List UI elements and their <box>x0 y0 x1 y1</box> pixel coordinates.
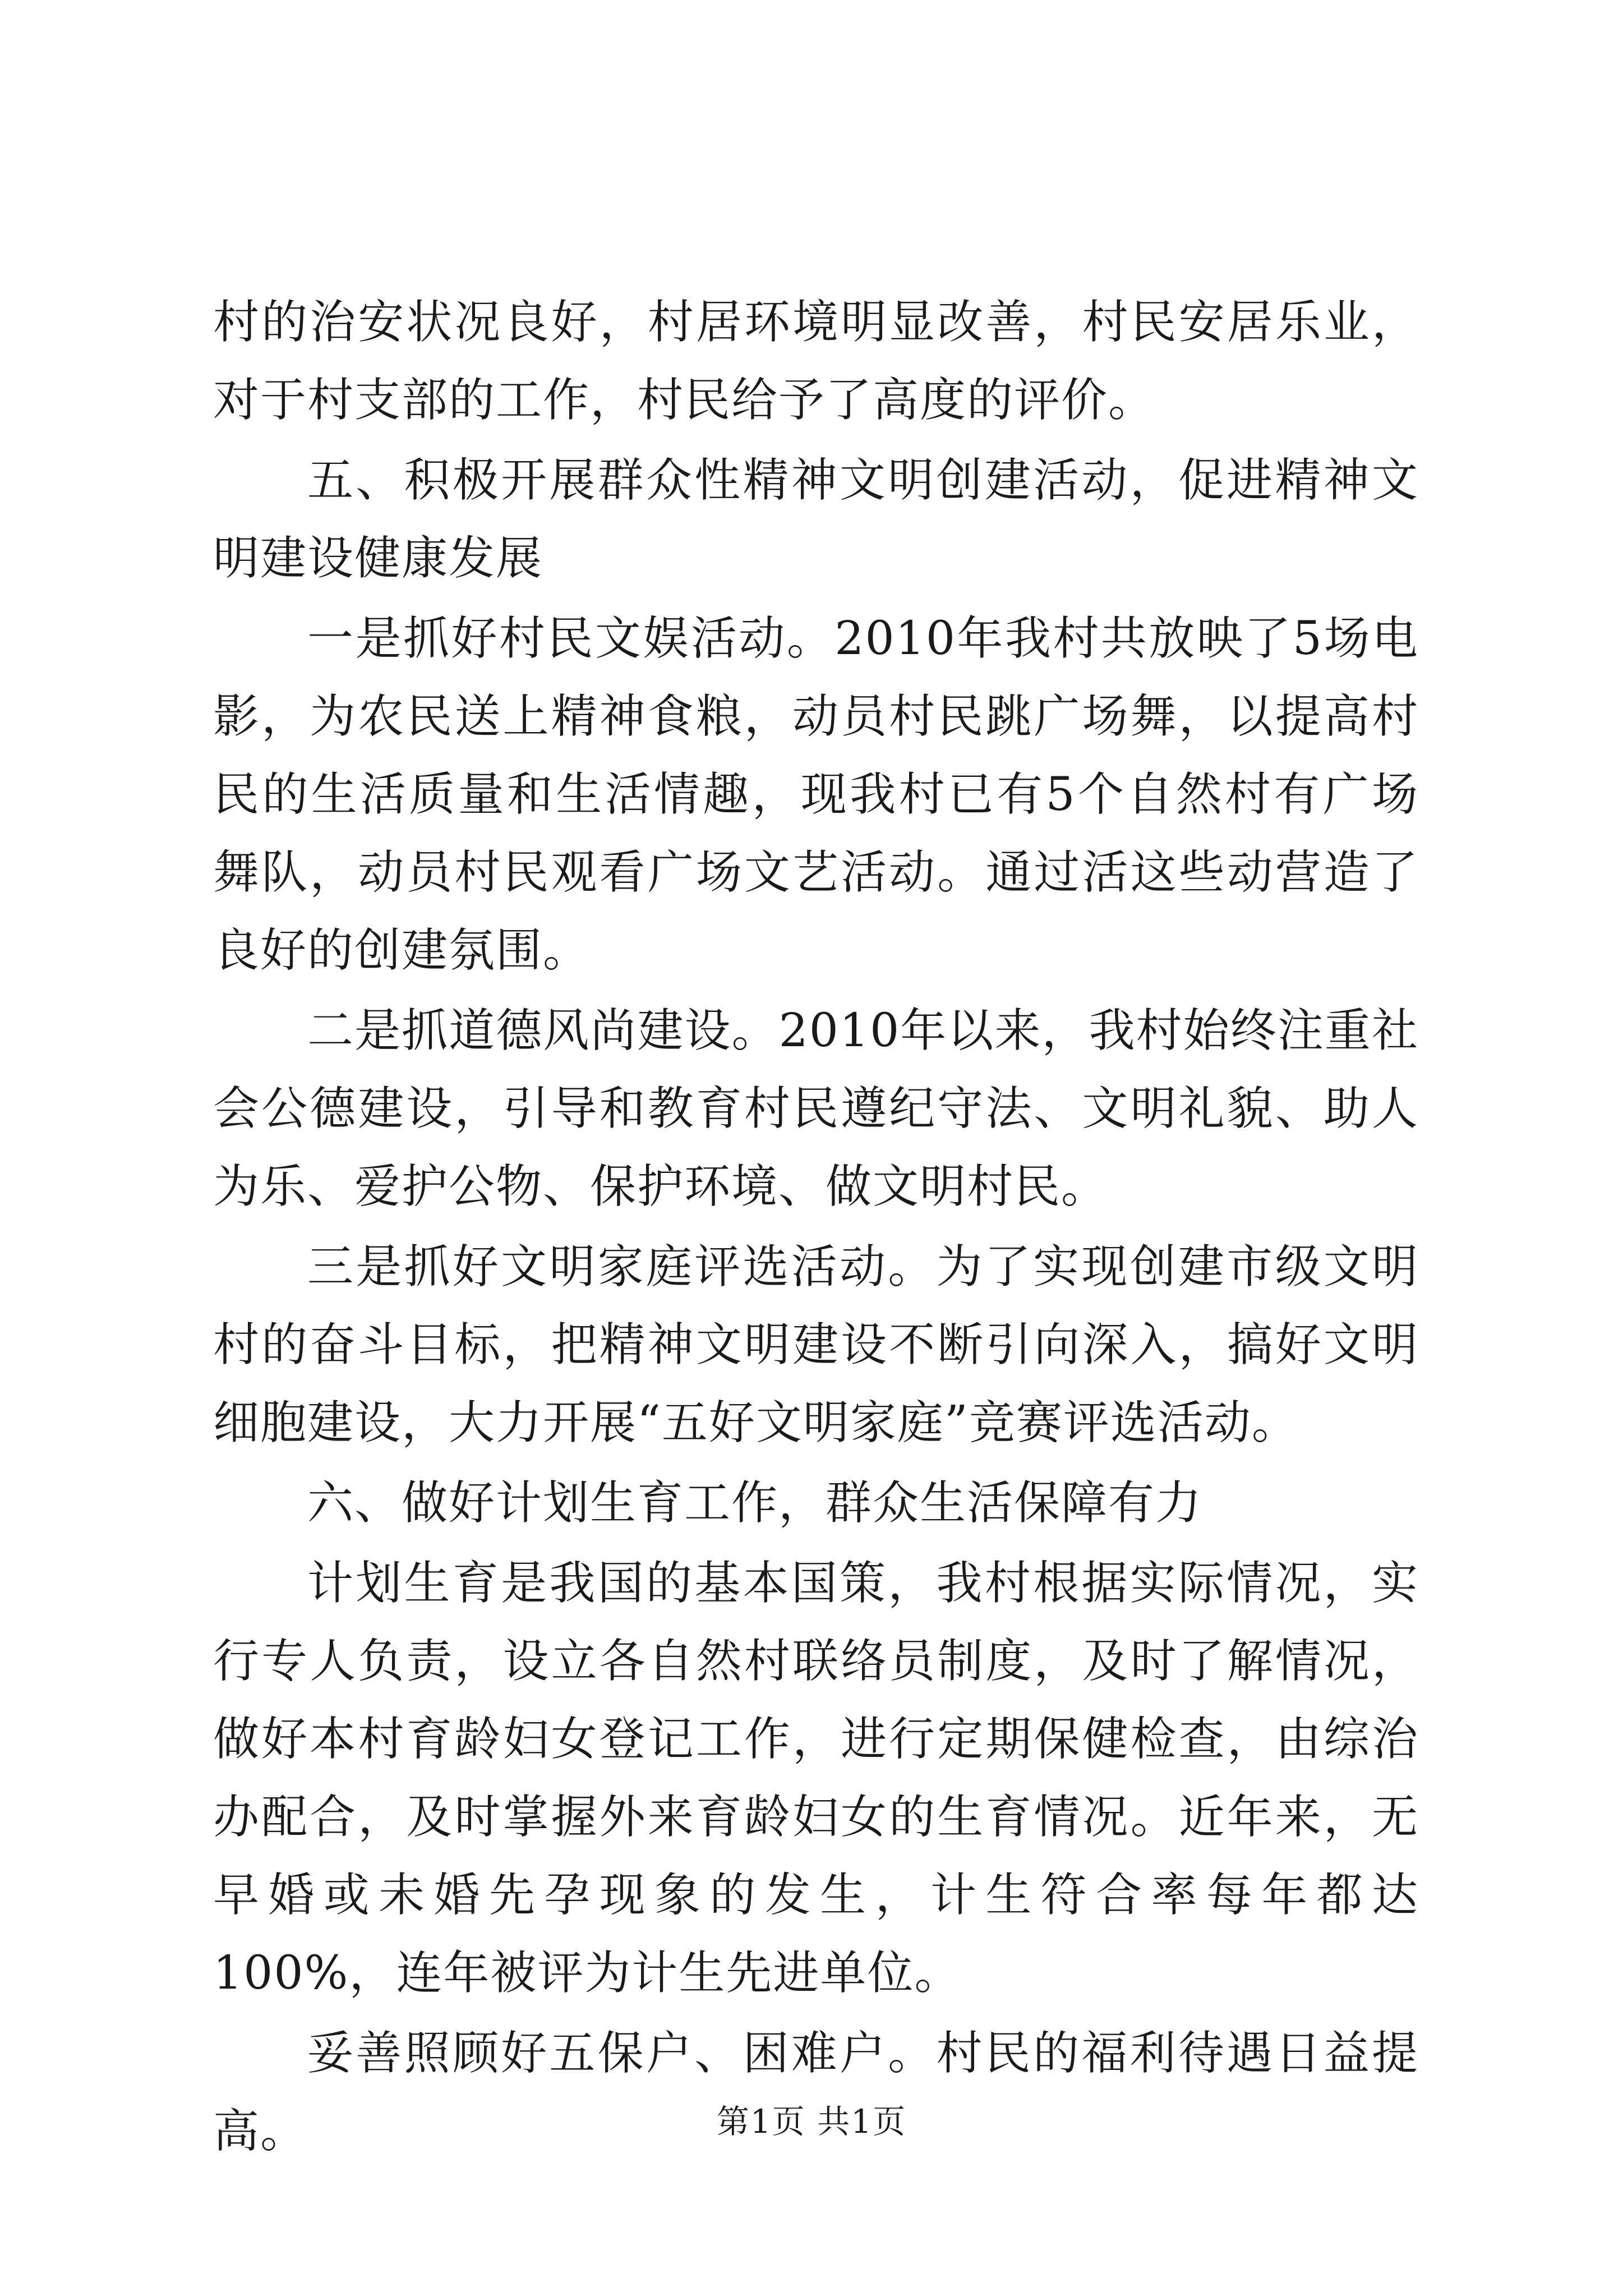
paragraph-morality: 二是抓道德风尚建设。2010年以来，我村始终注重社会公德建设，引导和教育村民遵纪守法、文明礼貌、助人为乐、爱护公物、保护环境、做文明村民。 <box>213 1004 1419 1213</box>
section-heading-six: 六、做好计划生育工作，群众生活保障有力 <box>307 1476 1203 1530</box>
paragraph-welfare: 妥善照顾好五保户、困难户。村民的福利待遇日益提高。 <box>213 2027 1419 2158</box>
paragraph-family-planning: 计划生育是我国的基本国策，我村根据实际情况，实行专人负责，设立各自然村联络员制度，及时了解情况，做好本村育龄妇女登记工作，进行定期保健检查，由综治办配合，及时掌握外来育龄妇女的生育情况。近年来，无早婚或未婚先孕现象的发生，计生符合率每年都达100%，连年被评为计生先进单位。 <box>213 1557 1419 2000</box>
section-heading-five: 五、积极开展群众性精神文明创建活动，促进精神文明建设健康发展 <box>213 454 1419 585</box>
document-body <box>213 283 1419 2173</box>
paragraph-civilized-family: 三是抓好文明家庭评选活动。为了实现创建市级文明村的奋斗目标，把精神文明建设不断引向深入，搞好文明细胞建设，大力开展“五好文明家庭”竞赛评选活动。 <box>213 1240 1419 1450</box>
paragraph-continuation: 村的治安状况良好，村居环境明显改善，村民安居乐业，对于村支部的工作，村民给予了高度的评价。 <box>213 296 1419 427</box>
paragraph-entertainment: 一是抓好村民文娱活动。2010年我村共放映了5场电影，为农民送上精神食粮，动员村民跳广场舞，以提高村民的生活质量和生活情趣，现我村已有5个自然村有广场舞队，动员村民观看广场文艺活动。通过活这些动营造了良好的创建氛围。 <box>213 612 1419 977</box>
page-footer: 第1页 共1页 <box>716 2102 907 2141</box>
